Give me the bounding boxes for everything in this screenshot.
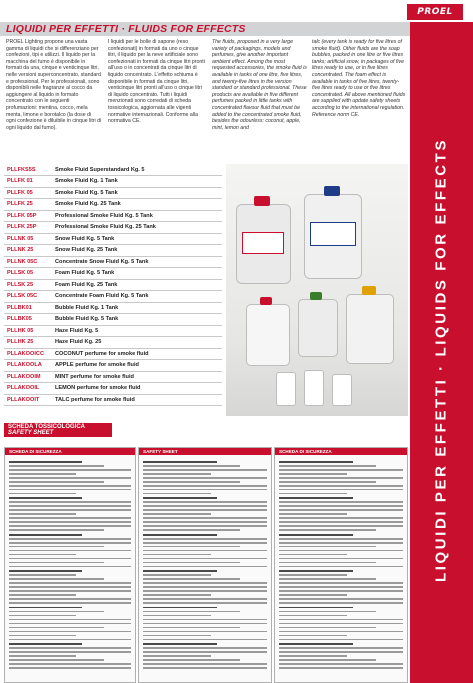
sheet-text-line [279,525,403,527]
sheet-text-line [9,509,131,511]
sheet-text-line [9,586,131,588]
sheet-text-line [279,639,403,641]
sheet-text-line [143,525,267,527]
sheet-text-line [279,521,403,523]
product-code: PLLFKS5S [4,164,52,176]
sheet-text-line [143,505,267,507]
sheet-text-line [279,667,403,669]
product-row [4,245,222,257]
sheet-text-line [143,663,267,665]
sheet-text-line [143,481,240,483]
sheet-text-line [143,639,267,641]
sheet-text-line [143,529,240,531]
product-code: PLLFK 05 [4,187,52,199]
safety-sheet-header [4,423,112,437]
jug-cap [260,297,272,305]
product-description: TALC perfume for smoke fluid [52,394,222,406]
product-description: Concentrate Snow Fluid Kg. 5 Tank [52,256,222,268]
product-code: PLLNK 05C [4,256,52,268]
product-description: Smoke Fluid Kg. 25 Tank [52,199,222,211]
bottle-small [332,374,352,406]
sheet-text-line [143,578,240,580]
product-row [4,268,222,280]
sheet-text-line [9,501,131,503]
product-description: Professional Smoke Fluid Kg. 5 Tank [52,210,222,222]
product-description: Foam Fluid Kg. 5 Tank [52,268,222,280]
product-code: PLLBK05 [4,314,52,326]
product-code: PLLBK01 [4,302,52,314]
safety-sheet-title-en: SAFETY SHEET [8,430,54,436]
product-row [4,394,222,406]
sheet-title: SCHEDA DI SICUREZZA [5,448,135,455]
tank-label [242,232,284,254]
sheet-text-line [143,554,211,556]
sheet-text-line [143,517,267,519]
jug-front [298,299,338,357]
product-code: PLLAKOOICC [4,348,52,360]
sheet-text-line [9,615,76,617]
sheet-text-line [279,643,353,645]
sheet-text-line [143,469,267,471]
sheet-text-line [279,611,376,613]
safety-sheet-page [274,447,408,683]
sheet-text-line [143,594,211,596]
sheet-text-line [9,525,131,527]
sheet-text-line [279,663,403,665]
sheet-text-line [143,598,267,600]
side-band-text: LIQUIDI PER EFFETTI · LIQUIDS FOR EFFECTS [432,137,450,583]
product-row [4,360,222,372]
sheet-text-line [143,473,211,475]
product-code: PLLSK 05 [4,268,52,280]
intro-paragraph-it-2: I liquidi per le bolle di sapone (reso confezionati) in formati da uno o cinque litri, il liquido per la neve artificiale sono confezionati in formati da cinque litri pronti all'uso o in concentrati da cinque litri di liquido concentrato. L'effetto schiuma è disponibile in formati da cinque litri, venticinque litri pronti all'uso o cinque litri di liquido concentrato. Tutti i liquidi menzionati sono corredati di scheda tossicologica, aggiornata alle vigenti normative internazionali. Conforme alla normativa CE. [108,39,205,125]
sheet-text-line [279,651,403,653]
sheet-text-line [143,655,211,657]
sheet-text-line [9,538,131,540]
tank-cap [254,196,270,206]
sheet-text-line [143,602,267,604]
tank-label [310,222,356,246]
sheet-text-line [9,651,131,653]
sheet-text-line [9,465,104,467]
sheet-text-line [9,521,131,523]
sheet-text-line [143,590,267,592]
product-row [4,348,222,360]
sheet-text-line [279,615,347,617]
sheet-text-line [9,655,76,657]
sheet-text-line [143,485,267,487]
sheet-text-line [9,554,76,556]
product-code: PLLSK 25 [4,279,52,291]
sheet-text-line [9,643,82,645]
sheet-text-line [279,623,403,625]
sheet-text-line [9,598,131,600]
sheet-text-line [9,489,131,491]
sheet-text-line [9,611,104,613]
product-description: MINT perfume for smoke fluid [52,371,222,383]
sheet-text-lines [275,455,407,674]
sheet-text-line [9,477,131,479]
sheet-text-line [9,590,131,592]
sheet-text-line [9,647,131,649]
sheet-text-line [279,465,376,467]
product-code: PLLFK 05P [4,210,52,222]
product-code: PLLHK 05 [4,325,52,337]
sheet-text-line [279,481,376,483]
sheet-text-line [279,627,376,629]
product-photo [226,164,408,416]
intro-paragraph-en-1: The fluids, proposed in a very large variety of packagings, models and perfumes, give another important ambient effect. Among the most requested accessories, the smoke fluid is available in tanks of one litre, five litres, and twenty-five litres in the version standard or standard professional. These products are available in five different perfumes packed in little tanks with concentrated flavour fluid that must be added to the concentrated smoke fluid, besides the odourless: coconut, apple, mint, lemon and [212,39,307,131]
product-code: PLLSK 05C [4,291,52,303]
product-row [4,164,222,176]
product-code: PLLHK 25 [4,337,52,349]
sheet-text-line [9,493,76,495]
sheet-text-line [9,570,82,572]
safety-sheet-page [138,447,272,683]
product-row [4,314,222,326]
jug-front [246,304,290,366]
jug-cap [362,286,376,295]
sheet-text-line [9,505,131,507]
sheet-title: SCHEDA DI SICUREZZA [275,448,407,455]
product-code: PLLFK 25 [4,199,52,211]
sheet-text-line [143,497,217,499]
sheet-text-line [9,562,104,564]
bottle-small [304,370,324,406]
product-description: Smoke Fluid Kg. 5 Tank [52,187,222,199]
sheet-text-line [143,627,240,629]
sheet-text-line [279,578,376,580]
intro-paragraph-en-2: talc (every tank is ready for five litres of smoke fluid). Other fluids are the soap bubbles, packed in one litre or five litres tanks; artificial snow, in packages of five litres ready to use, or in five litres concentrated. The foam effect is available in tanks of five litres, twenty-five litres ready to use or five litres concentrated. All above mentioned fluids are supplied with update safety sheets according to the international regulation. Reference norm CE. [312,39,406,118]
sheet-text-line [9,546,104,548]
sheet-text-line [143,538,267,540]
intro-paragraph-it-1: PROEL Lighting propone una vasta gamma di liquidi che si differenziano per confezioni, tipi e utilizzi. Il liquido per la macchina del fumo è disponibile in formati da una, cinque e venticinque litri, nelle versioni superconcentrato, standard e professional. Per le professionali, sono disponibili nelle fragranze al cocco da aggiungere al liquido in formato concentrato con le seguenti profumazioni: mentina, cocco, mela menta, limone e borotalco (la dose di ogni confezione è diluibile in cinque litri di ogni liquido dal fumo). [6,39,102,131]
sheet-text-line [9,635,76,637]
product-code: PLLAKOOIL [4,383,52,395]
sheet-text-line [279,655,347,657]
product-code: PLLAKOOIT [4,394,52,406]
sheet-text-line [9,619,131,621]
sheet-text-line [279,529,376,531]
sheet-text-line [279,509,403,511]
sheet-text-line [143,566,267,568]
sheet-text-line [9,627,104,629]
sheet-text-line [279,546,376,548]
jug-front [346,294,394,364]
sheet-text-line [279,558,403,560]
sheet-text-line [279,473,347,475]
product-code: PLLFK 25P [4,222,52,234]
sheet-text-line [143,635,211,637]
bottle-small [276,372,296,406]
sheet-text-line [279,534,353,536]
sheet-text-line [143,509,267,511]
sheet-text-line [279,497,353,499]
sheet-text-line [143,574,211,576]
sheet-text-line [279,602,403,604]
product-row [4,371,222,383]
sheet-text-line [143,615,211,617]
sheet-text-line [9,461,82,463]
sheet-text-line [143,513,211,515]
sheet-text-line [279,566,403,568]
sheet-text-line [279,574,347,576]
sheet-text-line [9,485,131,487]
sheet-text-line [279,501,403,503]
sheet-text-line [279,607,353,609]
sheet-text-line [279,477,403,479]
sheet-text-line [9,566,131,568]
sheet-text-line [143,550,267,552]
sheet-text-line [279,594,347,596]
sheet-text-line [9,574,76,576]
product-row [4,199,222,211]
product-row [4,187,222,199]
product-description: LEMON perfume for smoke fluid [52,383,222,395]
sheet-text-line [279,517,403,519]
sheet-text-line [143,562,240,564]
sheet-text-line [279,550,403,552]
sheet-text-line [9,497,82,499]
sheet-text-line [9,513,76,515]
product-description: Haze Fluid Kg. 5 [52,325,222,337]
sheet-text-line [9,534,82,536]
sheet-text-line [143,534,217,536]
tank-cap [324,186,340,196]
product-description: Foam Fluid Kg. 25 Tank [52,279,222,291]
sheet-text-line [143,493,211,495]
product-code: PLLNK 05 [4,233,52,245]
sheet-text-line [9,623,131,625]
sheet-text-line [279,562,376,564]
product-description: Snow Fluid Kg. 25 Tank [52,245,222,257]
sheet-text-line [143,651,267,653]
sheet-text-line [9,517,131,519]
sheet-text-lines [5,455,135,674]
product-row [4,176,222,188]
sheet-title: SAFETY SHEET [139,448,271,455]
sheet-text-line [143,489,267,491]
sheet-text-line [279,582,403,584]
sheet-text-line [9,663,131,665]
product-description: COCONUT perfume for smoke fluid [52,348,222,360]
sheet-text-line [9,578,104,580]
sheet-text-line [143,647,267,649]
sheet-text-line [279,493,347,495]
brand-logo: PROEL [407,4,463,20]
sheet-text-line [279,554,347,556]
sheet-text-line [143,631,267,633]
product-description: Smoke Fluid Superstandard Kg. 5 [52,164,222,176]
product-table [4,164,222,406]
sheet-text-line [143,659,240,661]
sheet-text-line [143,570,217,572]
sheet-text-line [143,465,240,467]
sheet-text-line [279,586,403,588]
sheet-text-line [9,639,131,641]
product-description: Concentrate Foam Fluid Kg. 5 Tank [52,291,222,303]
sheet-text-line [143,667,267,669]
sheet-text-line [279,542,403,544]
product-code: PLLAKOOIM [4,371,52,383]
sheet-text-line [279,619,403,621]
product-row [4,383,222,395]
sheet-text-line [9,542,131,544]
sheet-text-line [279,485,403,487]
sheet-text-line [143,611,240,613]
product-row [4,325,222,337]
product-description: APPLE perfume for smoke fluid [52,360,222,372]
product-description: Bubble Fluid Kg. 5 Tank [52,314,222,326]
sheet-text-line [143,477,267,479]
sheet-text-line [9,529,104,531]
sheet-text-line [9,481,104,483]
sheet-text-lines [139,455,271,674]
sheet-text-line [279,590,403,592]
sheet-text-line [9,607,82,609]
sheet-text-line [143,607,217,609]
product-description: Bubble Fluid Kg. 1 Tank [52,302,222,314]
sheet-text-line [279,598,403,600]
sheet-text-line [143,546,240,548]
sheet-text-line [143,586,267,588]
product-description: Professional Smoke Fluid Kg. 25 Tank [52,222,222,234]
product-row [4,222,222,234]
sheet-text-line [9,659,104,661]
sheet-text-line [9,582,131,584]
product-row [4,337,222,349]
sheet-text-line [143,582,267,584]
safety-sheet-title-it: SCHEDA TOSSICOLOGICA [8,424,86,430]
product-row [4,256,222,268]
sheet-text-line [279,538,403,540]
product-code: PLLFK 01 [4,176,52,188]
sheet-text-line [279,513,347,515]
sheet-text-line [9,594,76,596]
sheet-text-line [143,619,267,621]
page-title: LIQUIDI PER EFFETTI · FLUIDS FOR EFFECTS [6,23,246,35]
sheet-text-line [9,602,131,604]
product-description: Snow Fluid Kg. 5 Tank [52,233,222,245]
product-description: Smoke Fluid Kg. 1 Tank [52,176,222,188]
sheet-text-line [9,558,131,560]
sheet-text-line [9,469,131,471]
product-row [4,233,222,245]
safety-sheet-page [4,447,136,683]
product-row [4,279,222,291]
sheet-text-line [279,631,403,633]
product-description: Haze Fluid Kg. 25 [52,337,222,349]
sheet-text-line [143,643,217,645]
sheet-text-line [279,635,347,637]
product-row [4,302,222,314]
sheet-text-line [279,461,353,463]
jug-cap [310,292,322,300]
sheet-text-line [279,647,403,649]
sheet-text-line [279,505,403,507]
sheet-text-line [279,659,376,661]
sheet-text-line [143,542,267,544]
product-code: PLLNK 25 [4,245,52,257]
sheet-text-line [143,558,267,560]
sheet-text-line [143,501,267,503]
sheet-text-line [143,461,217,463]
sheet-text-line [9,550,131,552]
sheet-text-line [143,521,267,523]
sheet-text-line [9,667,131,669]
sheet-text-line [279,570,353,572]
product-code: PLLAKOOLA [4,360,52,372]
product-row [4,210,222,222]
sheet-text-line [9,473,76,475]
sheet-text-line [9,631,131,633]
product-row [4,291,222,303]
sheet-text-line [279,489,403,491]
sheet-text-line [143,623,267,625]
sheet-text-line [279,469,403,471]
